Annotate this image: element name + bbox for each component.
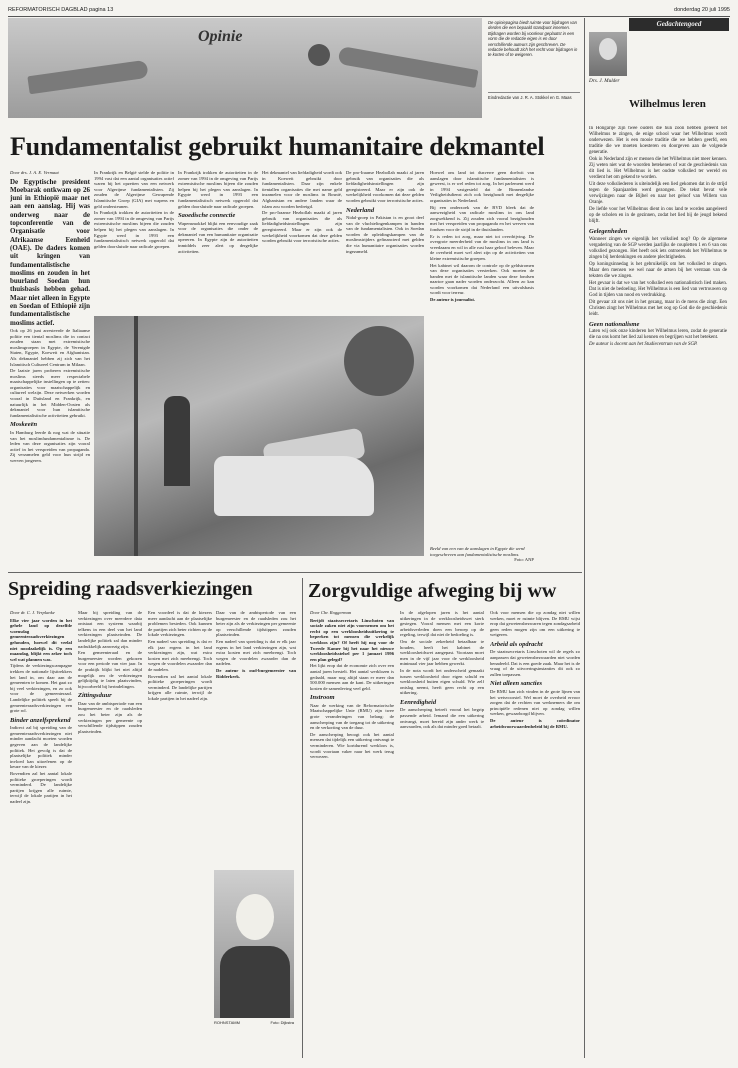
column-subhead: Geen nationalisme [589, 320, 640, 328]
article3-paragraph: In de nota wordt het onderscheid gemaakt tussen werkloosheid door eigen schuld en werkloosheid buiten eigen schuld. Wie zelf ontslag neemt, heeft geen recht op een uitkering. [400, 667, 484, 696]
article3-paragraph: Naar de werking van de Reformatorische Maatschappelijke Unie (RMU) zijn twee grote veranderingen van belang: de aanscherping van de toegang tot de uitkering en de verkorting van de duur. [310, 702, 394, 731]
article2-paragraph: Maar bij spreiding van de verkiezingen over meerdere data ontstaat een systeem waarbij telkens in een deel van het land verkiezingen plaatsvinden. De landelijke politiek zal dan minder nadrukkelijk aanwezig zijn. [78, 610, 142, 649]
article3-byline: Door Chr. Roggerman [310, 610, 352, 615]
article1-col6 [430, 170, 534, 542]
column-paragraph: Op koningsinnedag is het gebruikelijk om het volkslied te zingen. Maar den mensen we wel naar de artsen bij het verstaan van de teksten die we zingen. [589, 261, 727, 279]
article1-paragraph: De pro-Iraanse Hezbollah maakt al jaren gebruik van organisaties die als liefdadigheidsinstellingen zijn geregistreerd. Maar er zijn ook de werkelijkheid voorkomen dat deze gelden worden gebruikt voor terroristische acties. [262, 210, 342, 244]
article2-paragraph: Daar van de ambtsperiode van een burgemeester en de raadsleden zou het beter zijn als de verkiezingen per gemeente op verschillende tijdstippen zouden plaatsvinden. [78, 700, 142, 734]
article3-subhead: Niet alleen sancties [490, 680, 542, 688]
article1-col1 [10, 170, 90, 568]
column-paragraph: De liefde voor het Wilhelmus dient in ons land te worden aangeleerd op de scholen en in de gezinnen, zodat het lied bij de jeugd bekend blijft. [589, 207, 727, 224]
article2-paragraph: Een nadeel van spreiding is dat er elk jaar ergens in het land verkiezingen zijn, wat extra kosten met zich meebrengt. Toch wegen de voordelen zwaarder dan de nadelen. [148, 638, 212, 672]
column-paragraph: Het gevaar is dat we van het volkslied een nationalistisch lied maken. Dat is niet de bedoeling. Het Wilhelmus is een lied van vertrouwen op God in tijden van nood en verdrukking. [589, 280, 727, 298]
article3-subhead: Instroom [310, 694, 335, 702]
gedachtengoed-header [587, 18, 729, 118]
editorial-note [488, 20, 580, 100]
article3-paragraph: De staatssecretaris Linschoten wil de regels zo aanpassen dat gewetensbezwaarden niet worden benadeeld. Dat is een goede zaak. Maar het is de vraag of de uitvoeringsinstanties dit ook zo zullen toepassen. [490, 649, 580, 677]
article2-headline: Spreiding raadsverkiezingen [8, 578, 253, 600]
section-title: Opinie [198, 28, 243, 45]
article3-paragraph: De RMU kan zich vinden in de grote lijnen van het wetsvoorstel. Wel moet de overheid ervoor zorgen dat de rechten van werknemers die om principiële redenen niet op zondag willen werken, gewaarborgd blijven. [490, 688, 580, 717]
article3-lead: Berijdt staatssecretaris Linschoten van sociale zaken niet zijn voornemen om het recht op een werkloosheidsuitkering te beperken tot mensen die werkelijk werkloos zijn? Of heeft hij nog voor de Tweede Kamer bij het naar het nieuwe werkloosheidsstelsel per 1 januari 1996 een plan gelegd? [310, 617, 394, 662]
column-footnote: De auteur is docent aan het Studiecentrum van de SGP. [589, 342, 698, 347]
article2-lead: Elke vier jaar worden in het gehele land op dezelfde woensdag gemeenteraadsverkiezingen gehouden, hoewel dit veelal niet noodzakelijk is. Op een maandag, blijkt een zeker toch wel wat plannen was. [10, 617, 72, 662]
article1-paragraph: Ook op 26 juni arresteerde de Italiaanse politie een tiental moslims die in contact zouden staan met extremistische moslimgroepen in Egypte, de Verenigde Staten, Egypte, Koeweit en Afghanistan. Als dekmantel hebben zij zich van het Islamitisch Cultureel Centrum in Milaan. [10, 327, 90, 367]
article1-headline: Fundamentalist gebruikt humanitaire dekmantel [10, 132, 545, 161]
article1-photo [94, 316, 424, 556]
article1-photo-caption [430, 546, 534, 563]
article1-paragraph: Nidal-groep in Pakistan is en groot deel van de vluchtelingenkampen in handen van de fundamentalisten. Ook in Soedan worden de opleidingskampen van de moslimstrijders gefinancierd met gelden die via humanitaire organisaties worden ingezameld. [346, 215, 424, 254]
column-author: Drs. J. Mulder [589, 78, 620, 84]
column-paragraph: In Hongarije zijn twee ouders die hun zoon hebben geleerd het Wilhelmus te zingen, de enige school waar het Wilhelmus wordt onderwezen. Het is een mooie traditie die we hebben geerfd, een traditie die we moeten koesteren en doorgeven aan de volgende generatie. [589, 126, 727, 155]
caption-text: Beeld van een van de aanslagen in Egypte die werd toegeschreven aan fundamentalistische moslims. [430, 546, 525, 557]
article2-byline: Door dr. C. J. Verplanke [10, 610, 55, 615]
article2-paragraph: Een gemeenteraad en de burgemeester worden gekozen voor een periode van vier jaar. In de praktijk blijkt het niet altijd mogelijk om de verkiezingen gelijktijdig te laten plaatsvinden, bijvoorbeeld bij herindelingen. [78, 650, 142, 689]
ball-illustration [308, 44, 330, 66]
author-photo [589, 32, 627, 76]
editorial-redaction: Eindredactie van J. R. A. Stokkel en G. Maas [488, 92, 580, 100]
face-icon [236, 894, 274, 940]
article3-col1 [310, 610, 394, 1058]
article1-col3 [178, 170, 258, 312]
column-label: Gedachtengoed [629, 18, 729, 31]
face-icon [599, 38, 617, 60]
article1-paragraph: In Frankrijk en België stelde de politie in 1994 vast dat een aantal organisaties actief waren bij het opzetten van een netwerk voor Algerijnse fundamentalisten. Zij zouden de Algerijnse Gewapende Islamitische Groep (GIA) met wapens en geld ondersteunen. [94, 170, 174, 209]
divider [584, 18, 585, 1058]
column-paragraph: Wanneer zingen we eigenlijk het volkslied nog? Op de algemene vergadering van de SGP werden jaarlijks de coupletten 1 en 6 van ons volkslied gezongen. Het heeft ook iets ontroerends het Wilhelmus te zingen bij herdenkingen en andere plechtigheden. [589, 236, 727, 260]
article2-paragraph: Een nadeel van spreiding is dat er elk jaar ergens in het land verkiezingen zijn, wat extra kosten met zich meebrengt. Toch wegen de voordelen zwaarder dan de nadelen. [216, 638, 296, 667]
article1-paragraph: Bij een onderzoek van de BVD bleek dat de aanwezigheid van radicale moslims in ons land zorgwekkend is. Zij zouden zich vooral bezighouden met het verspreiden van propaganda en het werven van fondsen voor de strijd in de thuislanden. [430, 204, 534, 232]
article2-paragraph: Indirect zal bij spreiding van de gemeenteraadsverkiezingen niet minder aandacht moeten worden gegeven aan de landelijke politiek. Het gevolg is dat de plaatselijke politiek minder invloed kan uitoefenen op de keuze van de kiezer. [10, 725, 72, 770]
article3-paragraph: In de afgelopen jaren is het aantal uitkeringen in de werkloosheidswet sterk gestegen. Vooral mensen met een korte arbeidsverleden doen een beroep op de regeling, terwijl dat niet de bedoeling is. [400, 610, 484, 638]
article1-paragraph: Wapensmokkel blijkt een eenvoudige zaak voor de organisaties die onder de dekmantel van een humanitaire organisatie opereren. In Egypte zijn de autoriteiten inmiddels zeer alert op dergelijke activiteiten. [178, 220, 258, 254]
divider [302, 578, 303, 1058]
article2-paragraph: Tijdens de verkiezingscampagne trekken de nationale lijsttrekkers het land in, om daar aan de gemeenten te komen. Het gaat zo bij veel verkiezingen, en zo ook voor de gemeenteraad. Landelijke politiek speelt bij de gemeenteraadsverkiezingen een grote rol. [10, 663, 72, 714]
car-shape [214, 456, 374, 516]
article1-byline: Door drs. J. A. E. Vermaat [10, 170, 59, 175]
article1-paragraph: Het dekmantel van liefdadigheid wordt ook in Koeweit gebruikt door fundamentalisten. Daar zijn enkele tientallen organisaties die met name geld inzamelen voor de moslims in Bosnië, Afghanistan en andere landen waar de islam zou worden bedreigd. [262, 170, 342, 209]
article2-paragraph: Daar van de ambtsperiode van een burgemeester en de raadsleden zou het beter zijn als de verkiezingen per gemeente op verschillende tijdstippen zouden plaatsvinden. [216, 610, 296, 638]
article2-paragraph: Bovendien zal het aantal lokale politieke groeperingen wordt verminderd. De landelijke partijen krijgen alle ruimte, terwijl de lokale partijen in het nadeel zijn. [148, 673, 212, 701]
column-subhead: Gelegenheden [589, 228, 628, 235]
article1-col4 [262, 170, 342, 312]
column-paragraph: Ook in Nederland zijn er mensen die het Wilhelmus niet meer kennen. Zij weten niet wat de woorden betekenen of wat de geschiedenis van dit lied is. Het Wilhelmus is het oudste volkslied ter wereld en verdient het om gekend te worden. [589, 157, 727, 180]
article1-paragraph: De pro-Iraanse Hezbollah maakt al jaren gebruik van organisaties die als liefdadigheidsinstellingen zijn geregistreerd. Maar er zijn ook de werkelijkheid voorkomen dat deze gelden worden gebruikt voor terroristische acties. [346, 170, 424, 203]
gedachtengoed-body [589, 126, 727, 1056]
column-paragraph: Dit gevaar zit ons niet in het gezang, maar in de mens die zingt. Een Christen zingt het Wilhelmus met het oog op God die de geschiedenis leidt. [589, 299, 727, 317]
article2-col3 [148, 610, 212, 1058]
article2-subhead: Binder anzelfsprekend [10, 716, 71, 724]
pole-shape [134, 316, 138, 556]
hand-illustration [27, 60, 148, 95]
page-header [8, 6, 730, 17]
article3-paragraph: Om de sociale zekerheid betaalbaar te houden, heeft het kabinet de werkloosheidswet aangepast. Voortaan moet men in de vijf jaar voor de werkloosheid minimaal vier jaar hebben gewerkt. [400, 638, 484, 667]
article2-col1 [10, 610, 72, 1058]
photo-credit: Foto: Dijkstra [270, 1020, 294, 1025]
article2-ending: De auteur is oud-burgemeester van Ridderkerk. [216, 667, 296, 679]
article1-col5 [346, 170, 424, 312]
article3-paragraph: Ook voor mensen die op zondag niet willen werken, moet er ruimte blijven. De RMU wijst erop dat gewetensbezwaren tegen zondagsarbeid geen reden mogen zijn om een uitkering te weigeren. [490, 610, 580, 638]
article1-paragraph: In Frankrijk trokken de autoriteiten in de zomer van 1994 in de omgeving van Parijs extremistische moslims bijeen die zouden helpen bij het plegen van aanslagen. In Egypte werd in 1993 een fundamentalistisch netwerk opgerold dat gelden doorsluisde naar radicale groepen. [178, 170, 258, 209]
article1-lead: De Egyptische president Moebarak ontkwam op 26 juni in Ethiopië maar net aan een aanslag. Hij was onderweg naar de topconferentie van de Organisatie voor Afrikaanse Eenheid (OAE). De daders komen uit kringen van fundamentalistische moslims en zouden in het buurland Soedan hun thuisbasis hebben gehad. Maar niet alleen in Egypte en Soedan of Ethiopië zijn fundamentalistische moslims actief. [10, 177, 90, 327]
article2-photo [214, 870, 294, 1018]
article2-col2 [78, 610, 142, 1058]
article2-col4 [216, 610, 296, 866]
article1-col2 [94, 170, 174, 312]
article2-photo-caption [214, 1020, 294, 1025]
person-shape [220, 946, 290, 1018]
column-title: Wilhelmus leren [629, 98, 706, 110]
divider [8, 572, 582, 573]
article2-subhead: Zittingsduur [78, 692, 112, 700]
article2-paragraph: Bovendien zal het aantal lokale politieke groeperingen wordt verminderd. De landelijke partijen krijgen alle ruimte, terwijl de lokale partijen in het nadeel zijn. [10, 770, 72, 804]
article1-paragraph: Hoewel ons land tot dusverre geen doelwit van aanslagen door islamitische fundamentalisten is geweest, is er wel reden tot zorg. In het parlement werd in 1994 vastgesteld dat de Binnenlandse Veiligheidsdienst zich ook bezighoudt met dergelijke organisaties in Nederland. [430, 170, 534, 203]
page-date: donderdag 20 juli 1995 [674, 7, 730, 13]
article1-paragraph: Er is reden tot zorg, maar niet tot overdrijving. De overgrote meerderheid van de moslims in ons land is vreedzaam en wil in alle rust haar geloof beleven. Maar de overheid moet wel alert zijn op de activiteiten van kleine extremistische groepen. [430, 233, 534, 261]
article3-col3 [490, 610, 580, 1058]
article1-subhead: Saoedische connectie [178, 212, 236, 220]
hand-illustration [338, 46, 479, 88]
article1-paragraph: In Frankrijk trokken de autoriteiten in de zomer van 1994 in de omgeving van Parijs extremistische moslims bijeen die zouden helpen bij het plegen van aanslagen. In Egypte werd in 1993 een fundamentalistisch netwerk opgerold dat gelden doorsluisde naar radicale groepen. [94, 210, 174, 249]
column-paragraph: Laten wij ook onze kinderen het Wilhelmus leren, zodat de generatie die na ons komt het lied zal kennen en begrijpen wat het betekent. [589, 329, 727, 340]
article1-paragraph: De laatste jaren proberen extremistische moslims steeds meer respectabele maatschappelijke instellingen op te zetten: organisaties voor maatschappelijk en cultureel welzijn. Deze netwerken worden vooral in Duitsland en Frankrijk, en natuurlijk in het Midden-Oosten als dekmantel voor hun islamitische fundamentalistische activiteiten gebruikt. [10, 368, 90, 418]
article1-paragraph: In Hamburg leerde ik nog wat de situatie van het moslimfundamentalisme is. De leden van deze organisaties zijn vooral actief in het verspreiden van propaganda. Zij verzamelen geld voor hun strijd en werven jongeren. [10, 429, 90, 463]
article3-ending: De auteur is coördinator arbeidsvoorwaardenbeleid bij de RMU. [490, 717, 580, 729]
editorial-note-text: De opiniepagina biedt ruimte voor bijdragen van derden die een bepaald standpunt innemen. Bijdragen worden bij voorkeur geplaatst in een vorm die de redactie eigen is en door verschillende auteurs zijn geschreven. De redactie behoudt zich het recht voor bijdragen in te korten of te weigeren. [488, 20, 578, 58]
photo-caption-text: ROHNSTAMM [214, 1020, 240, 1025]
article3-subhead: Arbeid als opdracht [490, 640, 543, 648]
newspaper-name: REFORMATORISCH DAGBLAD pagina 13 [8, 7, 114, 13]
article1-paragraph: Het kabinet wil daarom de controle op de geldstromen van deze organisaties versterken. Ook moeten de banden met de islamitische landen waar deze fondsen naartoe gaan nader worden onderzocht. Alleen zo kan worden voorkomen dat Nederland een uitvalsbasis wordt voor terreur. [430, 262, 534, 296]
opinie-banner [8, 18, 482, 118]
article3-col2 [400, 610, 484, 1058]
article2-paragraph: Een voordeel is dat de kiezers meer aandacht aan de plaatselijke problemen besteden. Ook kunnen de partijen zich beter richten op de lokale verkiezingen. [148, 610, 212, 638]
article3-headline: Zorgvuldige afweging bij ww [308, 580, 557, 602]
tree-shape [344, 326, 414, 396]
person-shape [164, 396, 190, 486]
article3-subhead: Eenredigheid [400, 698, 437, 706]
caption-credit: Foto: ANP [514, 557, 534, 563]
column-paragraph: Uit deze volksliederen is uiteindelijk een lied gekomen dat in de strijd tegen de Spanjaarden werd gezongen. De tekst bevat vele verwijzingen naar de Bijbel en naar het geloof van Willem van Oranje. [589, 182, 727, 205]
article1-subhead: Nederland [346, 206, 375, 214]
article1-subhead: Moskeeën [10, 421, 38, 429]
article3-paragraph: Het lijkt erop dat de economie zich over een aantal jaren herstelt. Het aantal werklozen is gedaald, maar nog altijd staan er meer dan 500.000 mensen aan de kant. De uitkeringen kosten de samenleving veel geld. [310, 663, 394, 691]
article1-ending: De auteur is journalist. [430, 297, 476, 303]
article3-paragraph: De aanscherping beoogt ook het aantal mensen dat tijdelijk een uitkering ontvangt te verminderen. Wie kortdurend werkloos is, wordt voortaan vaker naar het werk terug verwezen. [310, 731, 394, 760]
article3-paragraph: De aanscherping betreft vooral het begrip passende arbeid. Iemand die een uitkering ontvangt, moet bereid zijn ander werk te aanvaarden, ook als dat minder goed betaalt. [400, 707, 484, 730]
